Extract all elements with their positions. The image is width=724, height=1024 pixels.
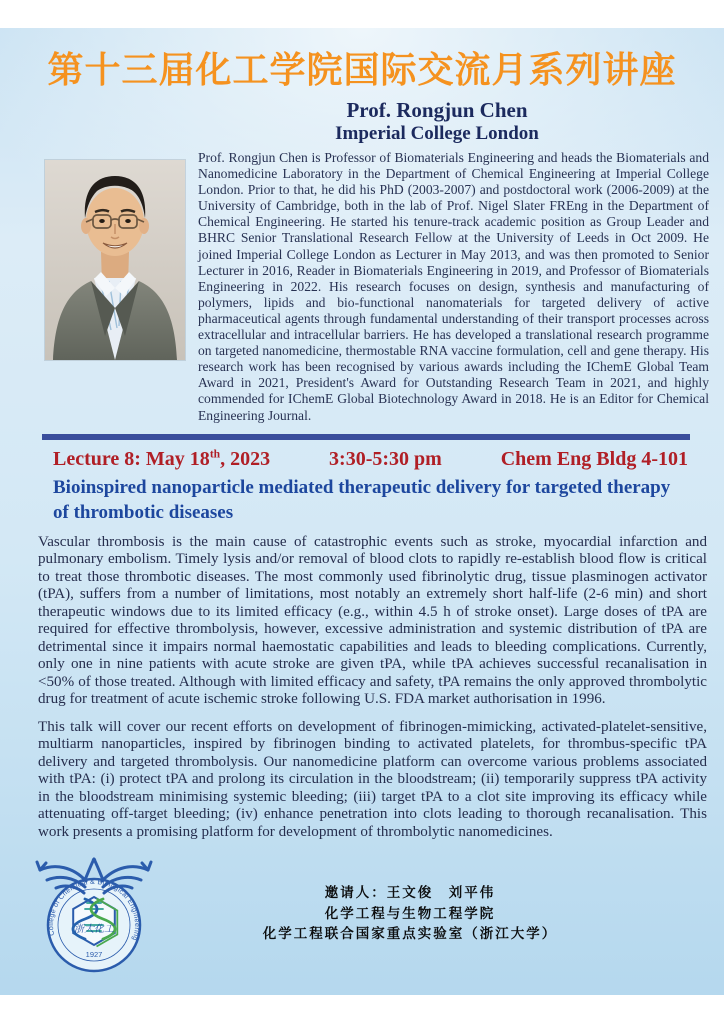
department-line: 化学工程与生物工程学院 [324,905,496,921]
abstract-section [0,525,724,842]
abstract-paragraph-2: This talk will cover our recent efforts on development of fibrinogen-mimicking, activated-platelet-sensitive, multiarm nanoparticles, inspired by fibrinogen binding to activated platelets, for thrombus-specific tPA delivery and targeted thrombolysis. Our nanomedicine platform can overcome various problems associated with tPA: (i) protect tPA and prolong its circulation in the bloodstream; (ii) temporarily suppress tPA activity in the bloodstream minimising systemic bleeding; (iii) target tPA to a clot site improving its efficacy while attenuating off-target bleeding; (iv) enhance penetration into clots leading to thorough recanalisation. This work presents a promising platform for development of thrombolytic nanomedicines. [38,718,707,840]
lecture-info-row [0,440,724,471]
lab-line: 化学工程联合国家重点实验室（浙江大学） [262,926,558,942]
logo-calligraphy: 浙大化工 [74,924,114,936]
speaker-name: Prof. Rongjun Chen [346,98,528,122]
logo-year: 1927 [85,950,103,960]
lecture-location: Chem Eng Bldg 4-101 [500,447,688,470]
inviter-line: 邀请人：王文俊 刘平伟 [324,885,496,901]
talk-title: Bioinspired nanoparticle mediated therapeutic delivery for targeted therapy of thrombotic diseases [53,476,671,523]
lecture-date: Lecture 8: May 18th, 2023 [53,446,271,470]
speaker-heading-block [150,98,724,145]
series-title-cn: 第十三届化工学院国际交流月系列讲座 [47,49,677,90]
college-logo [31,853,157,979]
lecture-time: 3:30-5:30 pm [329,447,442,470]
speaker-affiliation: Imperial College London [335,123,539,144]
abstract-paragraph-1: Vascular thrombosis is the main cause of catastrophic events such as stroke, myocardial infarction and pulmonary embolism. Timely lysis and/or removal of blood clots to rapidly re-establish blood flow is critical to treat those thrombotic diseases. The most commonly used fibrinolytic drug, tissue plasminogen activator (tPA), suffers from a number of limitations, most notably an extremely short half-life (2-6 min) and short therapeutic windows due to its limited efficacy (e.g., within 4.5 h of stroke onset). Large doses of tPA are required for effective thrombolysis, however, excessive administration and systemic distribution of tPA are detrimental since it impairs normal haemostatic capabilities and leads to bleeding complications. Currently, only one in nine patients with acute stroke are given tPA, while tPA achieves successful recanalisation in <50% of those treated. Although with limited efficacy and safety, tPA remains the only approved thrombolytic drug for treatment of acute ischemic stroke following U.S. FDA market authorisation in 1996. [38,533,707,708]
logo-ring-text: College of Chemical & Biological Engineering [47,878,141,942]
footer-section [0,851,724,991]
speaker-bio: Prof. Rongjun Chen is Professor of Biomaterials Engineering and heads the Biomaterials and Nanomedicine Laboratory in the Department of Chemical Engineering at Imperial College London. Prior to that, he did his PhD (2003-2007) and postdoctoral work (2006-2009) at the University of Cambridge, both in the lab of Prof. Nigel Slater FREng in the Department of Chemical Engineering. He started his tenure-track academic position as Group Leader and BHRC Senior Translational Research Fellow at the University of Leeds in Oct 2009. He joined Imperial College London as Lecturer in May 2013, and was then promoted to Senior Lecturer in 2016, Reader in Biomaterials Engineering in 2019, and Professor of Biomaterials Engineering in 2022. His research focuses on design, synthesis and manufacturing of polymers, lipids and bio-functional nanomaterials for targeted delivery of active pharmaceutical agents through fundamental understanding of their transport processes across extracellular and intracellular barriers. He has developed a translational research programme on targeted nanomedicine, thermostable RNA vaccine formulation, cell and gene therapy. His research work has been recognised by various awards including the IChemE Global Team Award in 2021, President's Award for Outstanding Research Team in 2021, and highly commended for IChemE Global Biotechnology Award in 2018. He is an Editor for Chemical Engineering Journal. [198,150,709,423]
poster-background [0,28,724,995]
speaker-photo [45,160,185,360]
bio-section [0,145,724,424]
